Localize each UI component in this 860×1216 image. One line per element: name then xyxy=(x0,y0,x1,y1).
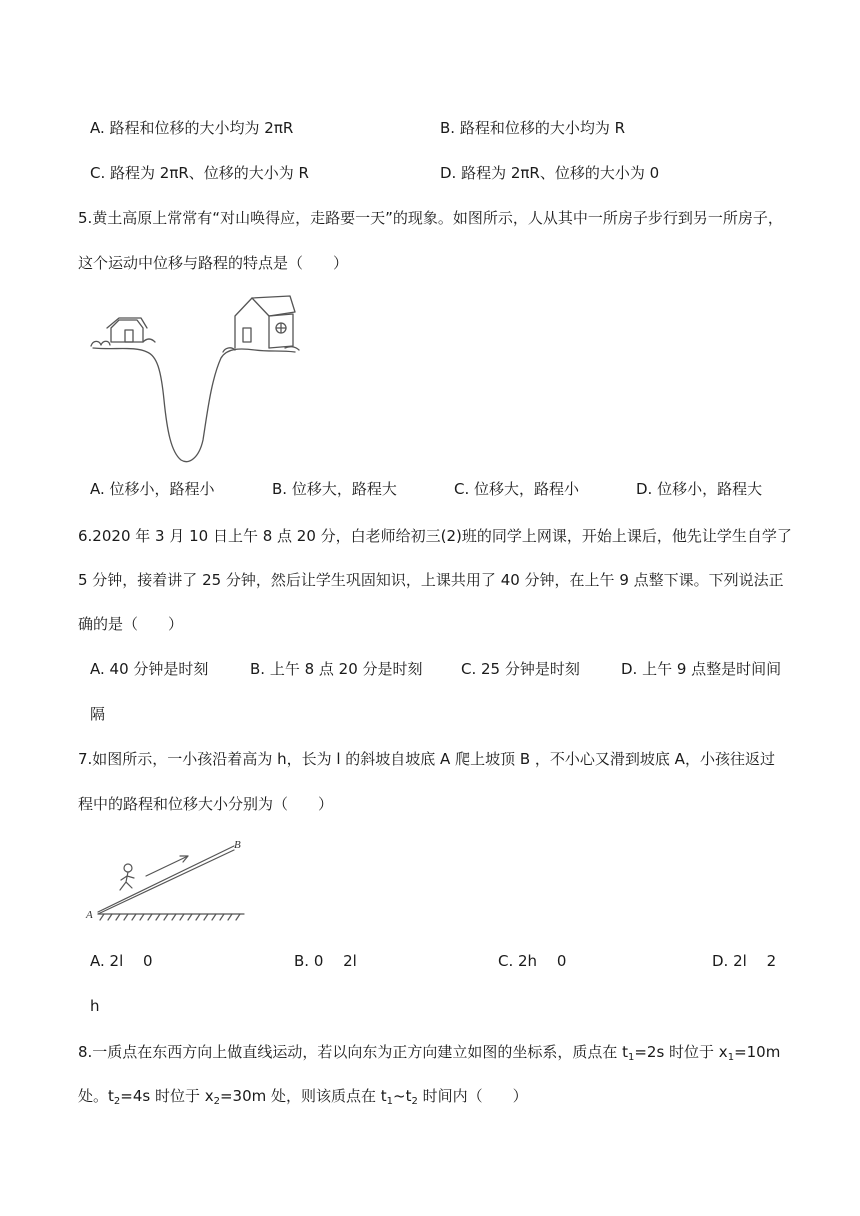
q7-option-d-wrap: h xyxy=(90,997,100,1015)
q5-option-d: D. 位移小，路程大 xyxy=(636,480,763,498)
slope-figure xyxy=(84,836,254,928)
q6-stem-line3: 确的是（ ） xyxy=(78,615,184,633)
slope-label-b: B xyxy=(234,839,241,851)
q4-option-a: A. 路程和位移的大小均为 2πR xyxy=(90,119,294,137)
mountain-valley-figure xyxy=(85,290,310,470)
subscript: 1 xyxy=(627,1052,635,1063)
q4-option-b: B. 路程和位移的大小均为 R xyxy=(440,119,626,137)
q7-option-b: B. 0 2l xyxy=(294,952,357,970)
q8-stem-line2 xyxy=(78,1086,528,1106)
subscript: 2 xyxy=(113,1096,121,1107)
q5-stem-line2: 这个运动中位移与路程的特点是（ ） xyxy=(78,254,349,272)
q7-stem-line1: 7.如图所示，一小孩沿着高为 h，长为 l 的斜坡自坡底 A 爬上坡顶 B ，不小心又滑到坡底 A，小孩往返过 xyxy=(78,750,775,768)
q6-option-a: A. 40 分钟是时刻 xyxy=(90,660,209,678)
q8-text: =4s 时位于 x xyxy=(120,1087,214,1105)
subscript: 1 xyxy=(386,1096,394,1107)
subscript: 2 xyxy=(213,1096,220,1107)
q4-option-d: D. 路程为 2πR、位移的大小为 0 xyxy=(440,164,660,182)
q8-text: 处。t xyxy=(78,1087,114,1105)
q7-option-d: D. 2l 2 xyxy=(712,952,777,970)
slope-label-a: A xyxy=(86,909,93,921)
q8-text: =2s 时位于 x xyxy=(634,1043,728,1061)
subscript: 2 xyxy=(411,1096,418,1107)
q8-text: 时间内（ ） xyxy=(417,1087,528,1105)
q5-option-c: C. 位移大，路程小 xyxy=(454,480,580,498)
q7-option-a: A. 2l 0 xyxy=(90,952,153,970)
subscript: 1 xyxy=(727,1052,735,1063)
q6-option-c: C. 25 分钟是时刻 xyxy=(461,660,580,678)
q6-stem-line1: 6.2020 年 3 月 10 日上午 8 点 20 分，白老师给初三(2)班的同学上网课，开始上课后，他先让学生自学了 xyxy=(78,527,792,545)
q5-option-a: A. 位移小，路程小 xyxy=(90,480,215,498)
q8-text: =30m 处，则该质点在 t xyxy=(219,1087,387,1105)
q5-option-b: B. 位移大，路程大 xyxy=(272,480,397,498)
q6-option-b: B. 上午 8 点 20 分是时刻 xyxy=(250,660,423,678)
q6-option-d-wrap: 隔 xyxy=(90,705,106,723)
q8-text: 8.一质点在东西方向上做直线运动，若以向东为正方向建立如图的坐标系，质点在 t xyxy=(78,1043,628,1061)
q8-text: =10m xyxy=(734,1043,781,1061)
q7-stem-line2: 程中的路程和位移大小分别为（ ） xyxy=(78,795,334,813)
q8-stem-line1 xyxy=(78,1042,780,1062)
q6-option-d: D. 上午 9 点整是时间间 xyxy=(621,660,782,678)
q4-option-c: C. 路程为 2πR、位移的大小为 R xyxy=(90,164,309,182)
q7-option-c: C. 2h 0 xyxy=(498,952,567,970)
q8-text: ~t xyxy=(393,1087,412,1105)
q5-stem-line1: 5.黄土高原上常常有“对山唤得应，走路要一天”的现象。如图所示，人从其中一所房子步行到另一所房子， xyxy=(78,209,783,227)
q6-stem-line2: 5 分钟，接着讲了 25 分钟，然后让学生巩固知识，上课共用了 40 分钟，在上午 9 点整下课。下列说法正 xyxy=(78,571,784,589)
